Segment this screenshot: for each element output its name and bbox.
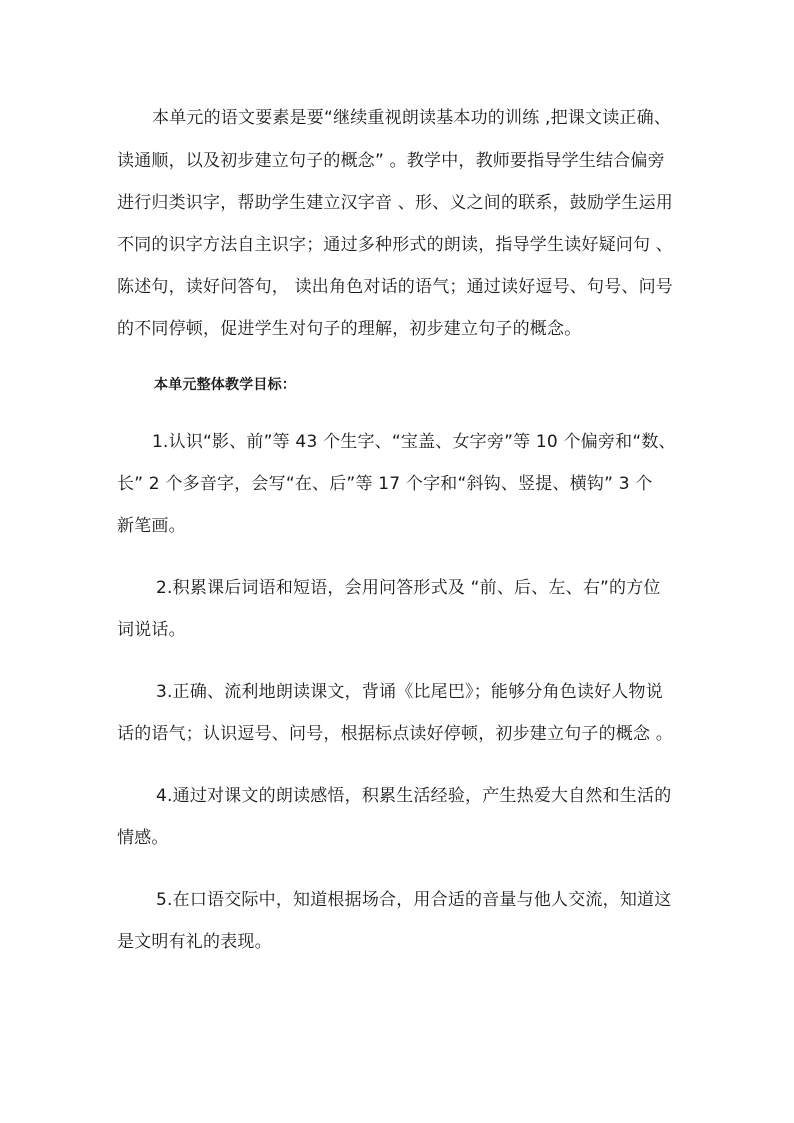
goal-1-line: 新笔画。 [117, 516, 186, 536]
goal-2-line: 词说话。 [117, 620, 186, 640]
intro-line: 不同的识字方法自主识字；通过多种形式的朗读，指导学生读好疑问句 、 [117, 235, 674, 255]
goal-5-line: 是文明有礼的表现。 [117, 932, 272, 952]
intro-line: 陈述句，读好问答句， 读出角色对话的语气；通过读好逗号、句号、问号 [117, 277, 674, 297]
goal-3-line: 话的语气；认识逗号、问号，根据标点读好停顿，初步建立句子的概念 。 [117, 724, 674, 744]
goal-4-line: 4.通过对课文的朗读感悟，积累生活经验，产生热爱大自然和生活的 [156, 786, 672, 806]
goal-1-line: 长” 2 个多音字，会写“在、后”等 17 个字和“斜钩、竖提、横钩” 3 个 [117, 474, 653, 494]
goal-5-line: 5.在口语交际中，知道根据场合，用合适的音量与他人交流，知道这 [156, 890, 672, 910]
goal-1-line: 1.认识“影、前”等 43 个生字、“宝盖、女字旁”等 10 个偏旁和“数、 [152, 432, 676, 452]
intro-line: 的不同停顿，促进学生对句子的理解，初步建立句子的概念。 [117, 319, 582, 339]
intro-line: 读通顺，以及初步建立句子的概念” 。教学中，教师要指导学生结合偏旁 [117, 151, 665, 171]
goal-2-line: 2.积累课后词语和短语，会用问答形式及 “前、后、左、右”的方位 [156, 578, 661, 598]
goal-3-line: 3.正确、流利地朗读课文，背诵《比尾巴》；能够分角色读好人物说 [156, 682, 663, 702]
intro-line: 本单元的语文要素是要“继续重视朗读基本功的训练 ,把课文读正确、 [152, 108, 672, 128]
intro-line: 进行归类识字，帮助学生建立汉字音 、形、义之间的联系，鼓励学生运用 [117, 193, 674, 213]
goal-4-line: 情感。 [117, 828, 169, 848]
goals-heading: 本单元整体教学目标： [154, 377, 296, 393]
